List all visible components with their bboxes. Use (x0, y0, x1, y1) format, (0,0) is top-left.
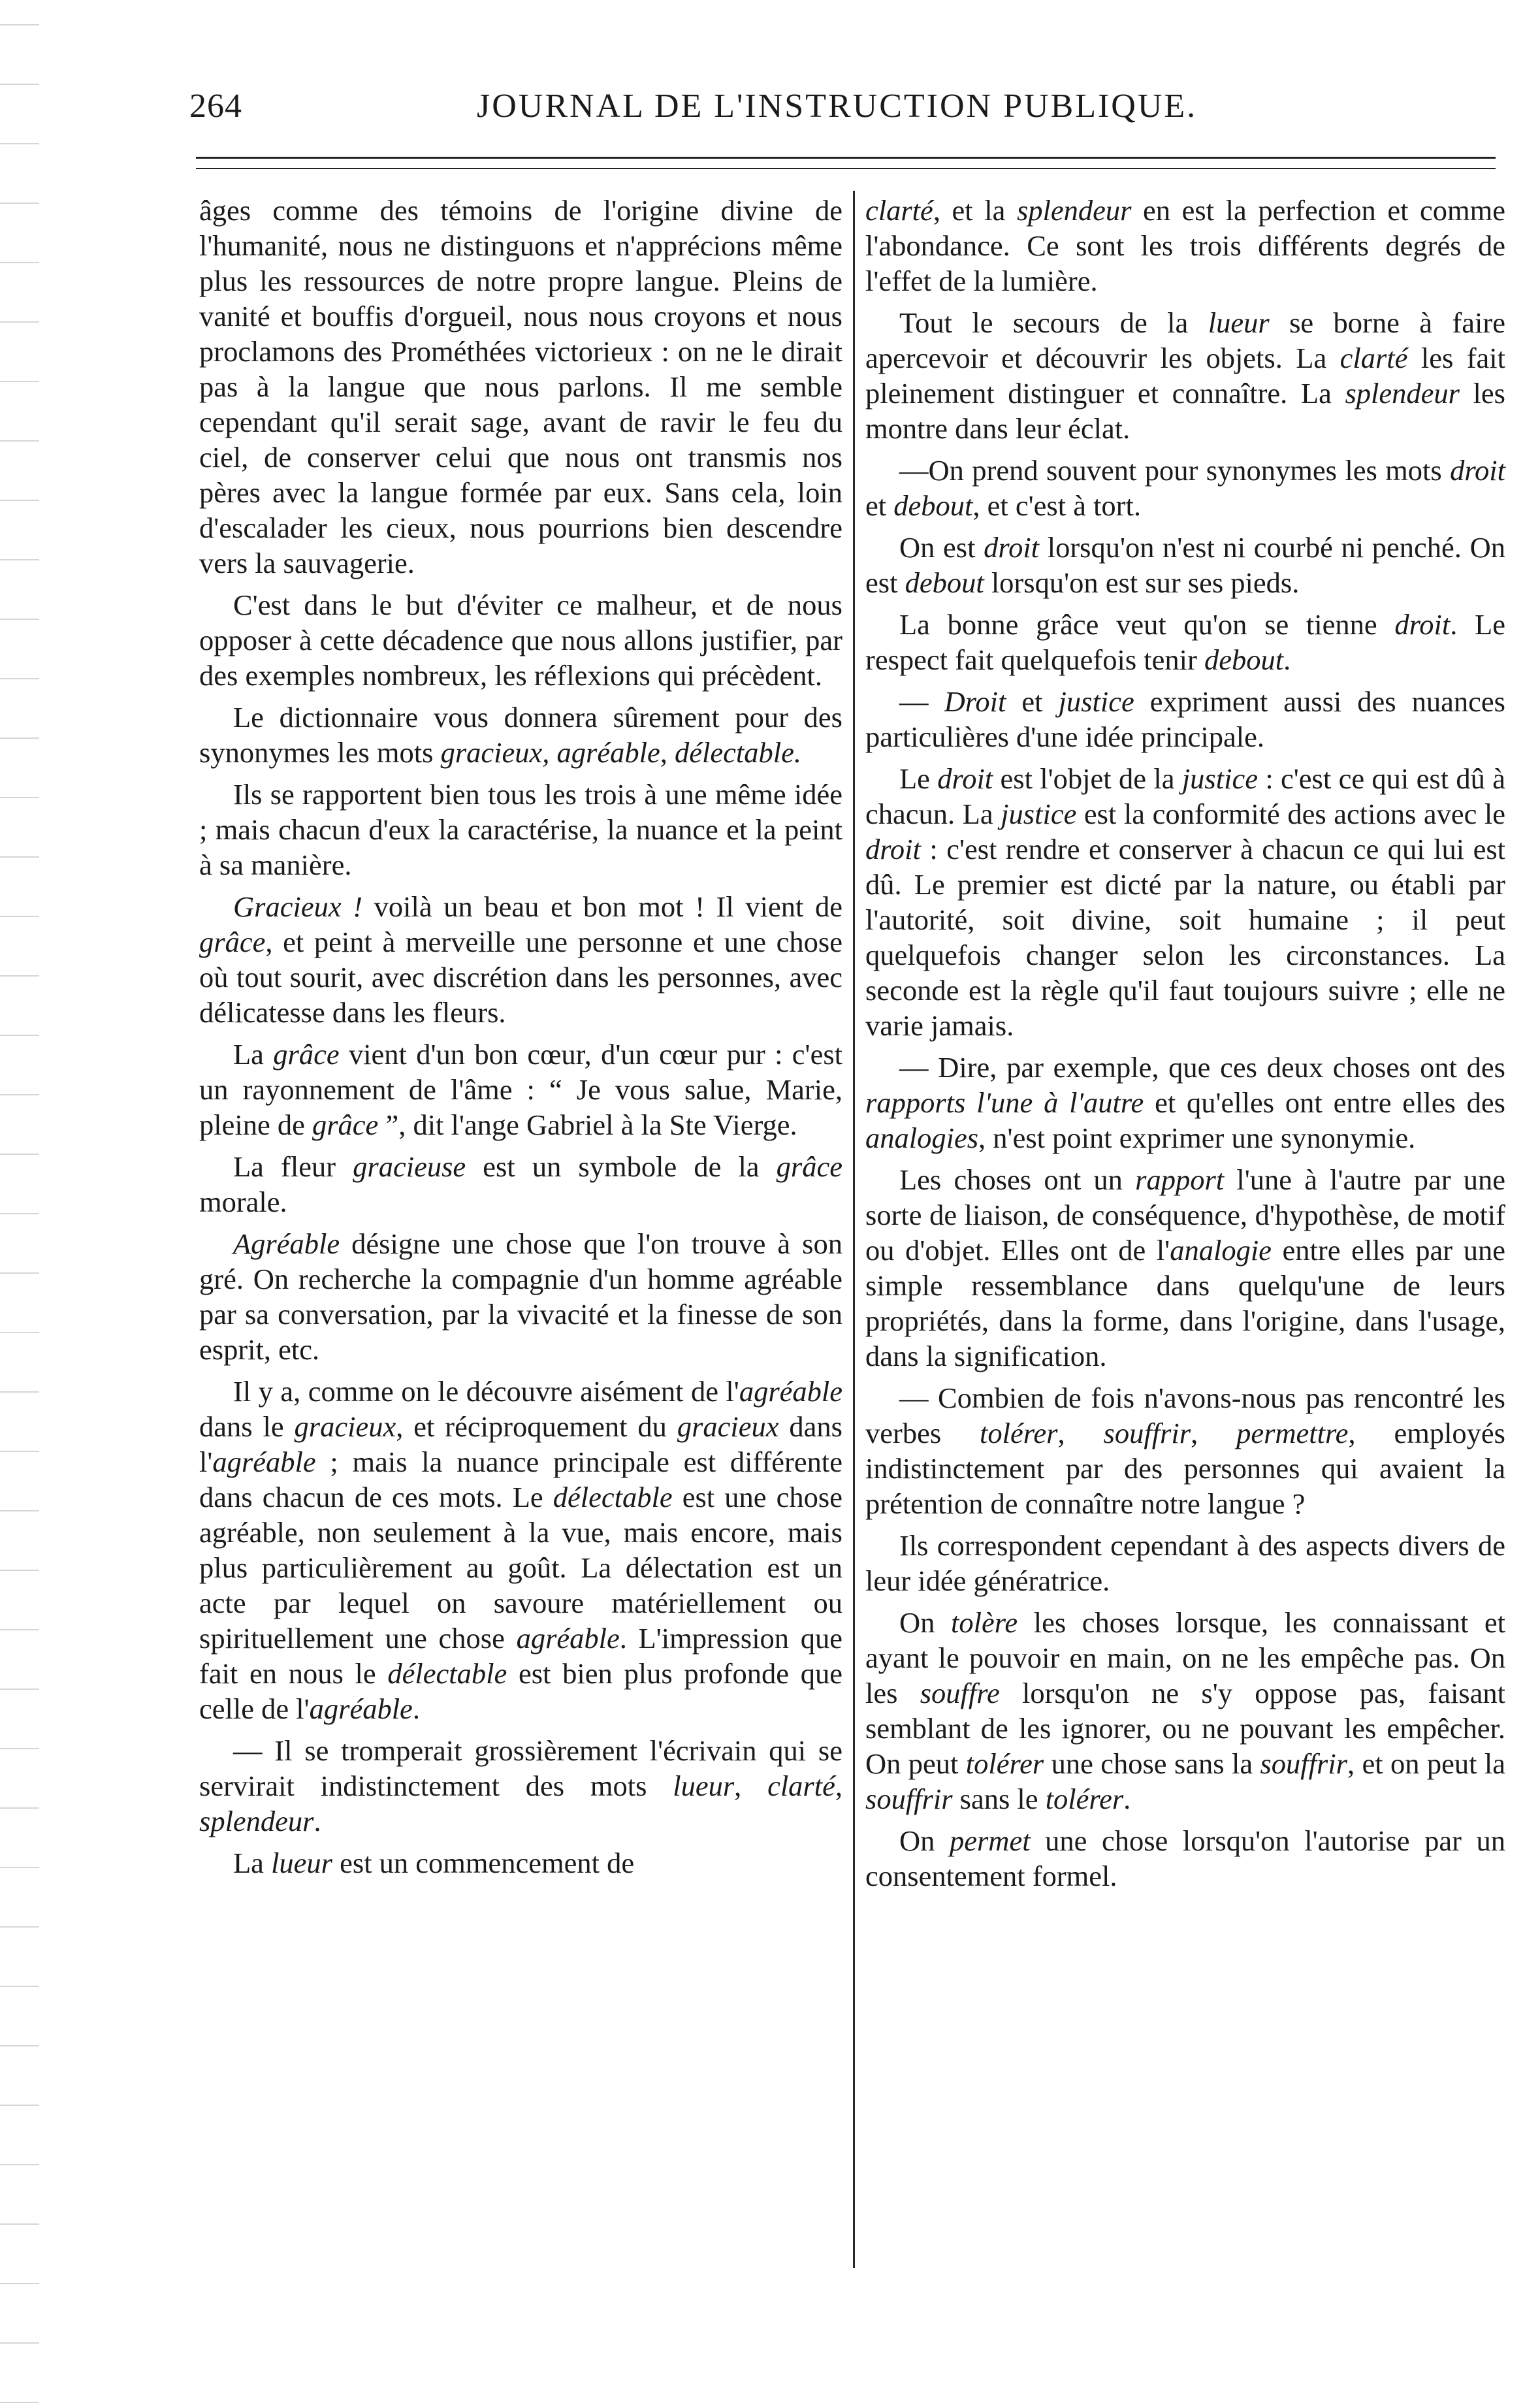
paragraph: âges comme des témoins de l'origine divine de l'humanité, nous ne distinguons et n'apprécions même plus les ressources de notre propre langue. Pleins de vanité et bouffis d'orgueil, nous nous croyons et nous proclamons des Prométhées victorieux : on ne le dirait pas à la langue que nous parlons. Il me semble cependant qu'il serait sage, avant de ravir le feu du ciel, de conserver celui que nous ont transmis nos pères avec la langue formée par eux. Sans cela, loin d'escalader les cieux, nous pourrions bien descendre vers la sauvagerie. (199, 194, 842, 579)
right-column (865, 193, 1505, 1900)
paragraph: La lueur est un commencement de (233, 1847, 635, 1879)
paragraph: Gracieux ! voilà un beau et bon mot ! Il vient de grâce, et peint à merveille une personne et une chose où tout sourit, avec discrétion dans les personnes, avec délicatesse dans les fleurs. (199, 890, 842, 1029)
running-title: JOURNAL DE L'INSTRUCTION PUBLIQUE. (477, 88, 1198, 125)
paragraph: Ils correspondent cependant à des aspects divers de leur idée génératrice. (865, 1529, 1505, 1597)
page-header (189, 82, 1358, 140)
page-number: 264 (189, 88, 242, 125)
header-rule-thin (196, 168, 1496, 169)
paragraph: — Dire, par exemple, que ces deux choses ont des rapports l'une à l'autre et qu'elles ont entre elles des analogies, n'est point exprimer une synonymie. (865, 1051, 1505, 1154)
paragraph: — Combien de fois n'avons-nous pas rencontré les verbes tolérer, souffrir, permettre, employés indistinctement par des personnes qui avaient la prétention de connaître notre langue ? (865, 1381, 1505, 1520)
paragraph: On tolère les choses lorsque, les connaissant et ayant le pouvoir en main, on ne les empêche pas. On les souffre lorsqu'on ne s'y oppose pas, faisant semblant de les ignorer, ou ne pouvant les empêcher. On peut tolérer une chose sans la souffrir, et on peut la souffrir sans le tolérer. (865, 1606, 1506, 1815)
paragraph: Ils se rapportent bien tous les trois à une même idée ; mais chacun d'eux la caractérise, la nuance et la peint à sa manière. (199, 778, 842, 881)
paragraph: — Il se tromperait grossièrement l'écrivain qui se servirait indistinctement des mots lueur, clarté, splendeur. (199, 1734, 842, 1837)
header-rule (196, 157, 1496, 159)
paragraph: La bonne grâce veut qu'on se tienne droit. Le respect fait quelquefois tenir debout. (865, 608, 1505, 676)
paragraph: Tout le secours de la lueur se borne à faire apercevoir et découvrir les objets. La clarté les fait pleinement distinguer et connaître. La splendeur les montre dans leur éclat. (865, 306, 1505, 445)
paragraph: Agréable désigne une chose que l'on trouve à son gré. On recherche la compagnie d'un homme agréable par sa conversation, par la vivacité et la finesse de son esprit, etc. (199, 1227, 842, 1366)
paragraph: On permet une chose lorsqu'on l'autorise par un consentement formel. (865, 1824, 1505, 1892)
paragraph: La grâce vient d'un bon cœur, d'un cœur pur : c'est un rayonnement de l'âme : “ Je vous salue, Marie, pleine de grâce ”, dit l'ange Gabriel à la Ste Vierge. (199, 1038, 843, 1141)
column-divider (853, 191, 855, 2268)
paragraph: —On prend souvent pour synonymes les mots droit et debout, et c'est à tort. (865, 454, 1505, 522)
paragraph: — Droit et justice expriment aussi des nuances particulières d'une idée principale. (865, 685, 1505, 753)
left-column (199, 193, 842, 1887)
paragraph: Le dictionnaire vous donnera sûrement pour des synonymes les mots gracieux, agréable, délectable. (199, 701, 842, 769)
paragraph: clarté, et la splendeur en est la perfection et comme l'abondance. Ce sont les trois différents degrés de l'effet de la lumière. (865, 194, 1505, 297)
paragraph: C'est dans le but d'éviter ce malheur, et de nous opposer à cette décadence que nous allons justifier, par des exemples nombreux, les réflexions qui précèdent. (199, 589, 842, 692)
paragraph: On est droit lorsqu'on n'est ni courbé ni penché. On est debout lorsqu'on est sur ses pieds. (865, 531, 1505, 599)
scan-edge-specks (0, 0, 39, 2407)
paragraph: Les choses ont un rapport l'une à l'autre par une sorte de liaison, de conséquence, d'hypothèse, de motif ou d'objet. Elles ont de l'analogie entre elles par une simple ressemblance dans quelqu'une de leurs propriétés, dans la forme, dans l'origine, dans l'usage, dans la signification. (865, 1163, 1505, 1372)
paragraph: Le droit est l'objet de la justice : c'est ce qui est dû à chacun. La justice est la conformité des actions avec le droit : c'est rendre et conserver à chacun ce qui lui est dû. Le premier est dicté par la nature, ou établi par l'autorité, soit divine, soit humaine ; il peut quelquefois changer selon les circonstances. La seconde est la règle qu'il faut toujours suivre ; elle ne varie jamais. (865, 762, 1506, 1042)
paragraph: Il y a, comme on le découvre aisément de l'agréable dans le gracieux, et réciproquement du gracieux dans l'agréable ; mais la nuance principale est différente dans chacun de ces mots. Le délectable est une chose agréable, non seulement à la vue, mais encore, mais plus particulièrement au goût. La délectation est un acte par lequel on savoure matériellement ou spirituellement une chose agréable. L'impression que fait en nous le délectable est bien plus profonde que celle de l'agréable. (199, 1375, 842, 1725)
paragraph: La fleur gracieuse est un symbole de la grâce morale. (199, 1150, 842, 1218)
